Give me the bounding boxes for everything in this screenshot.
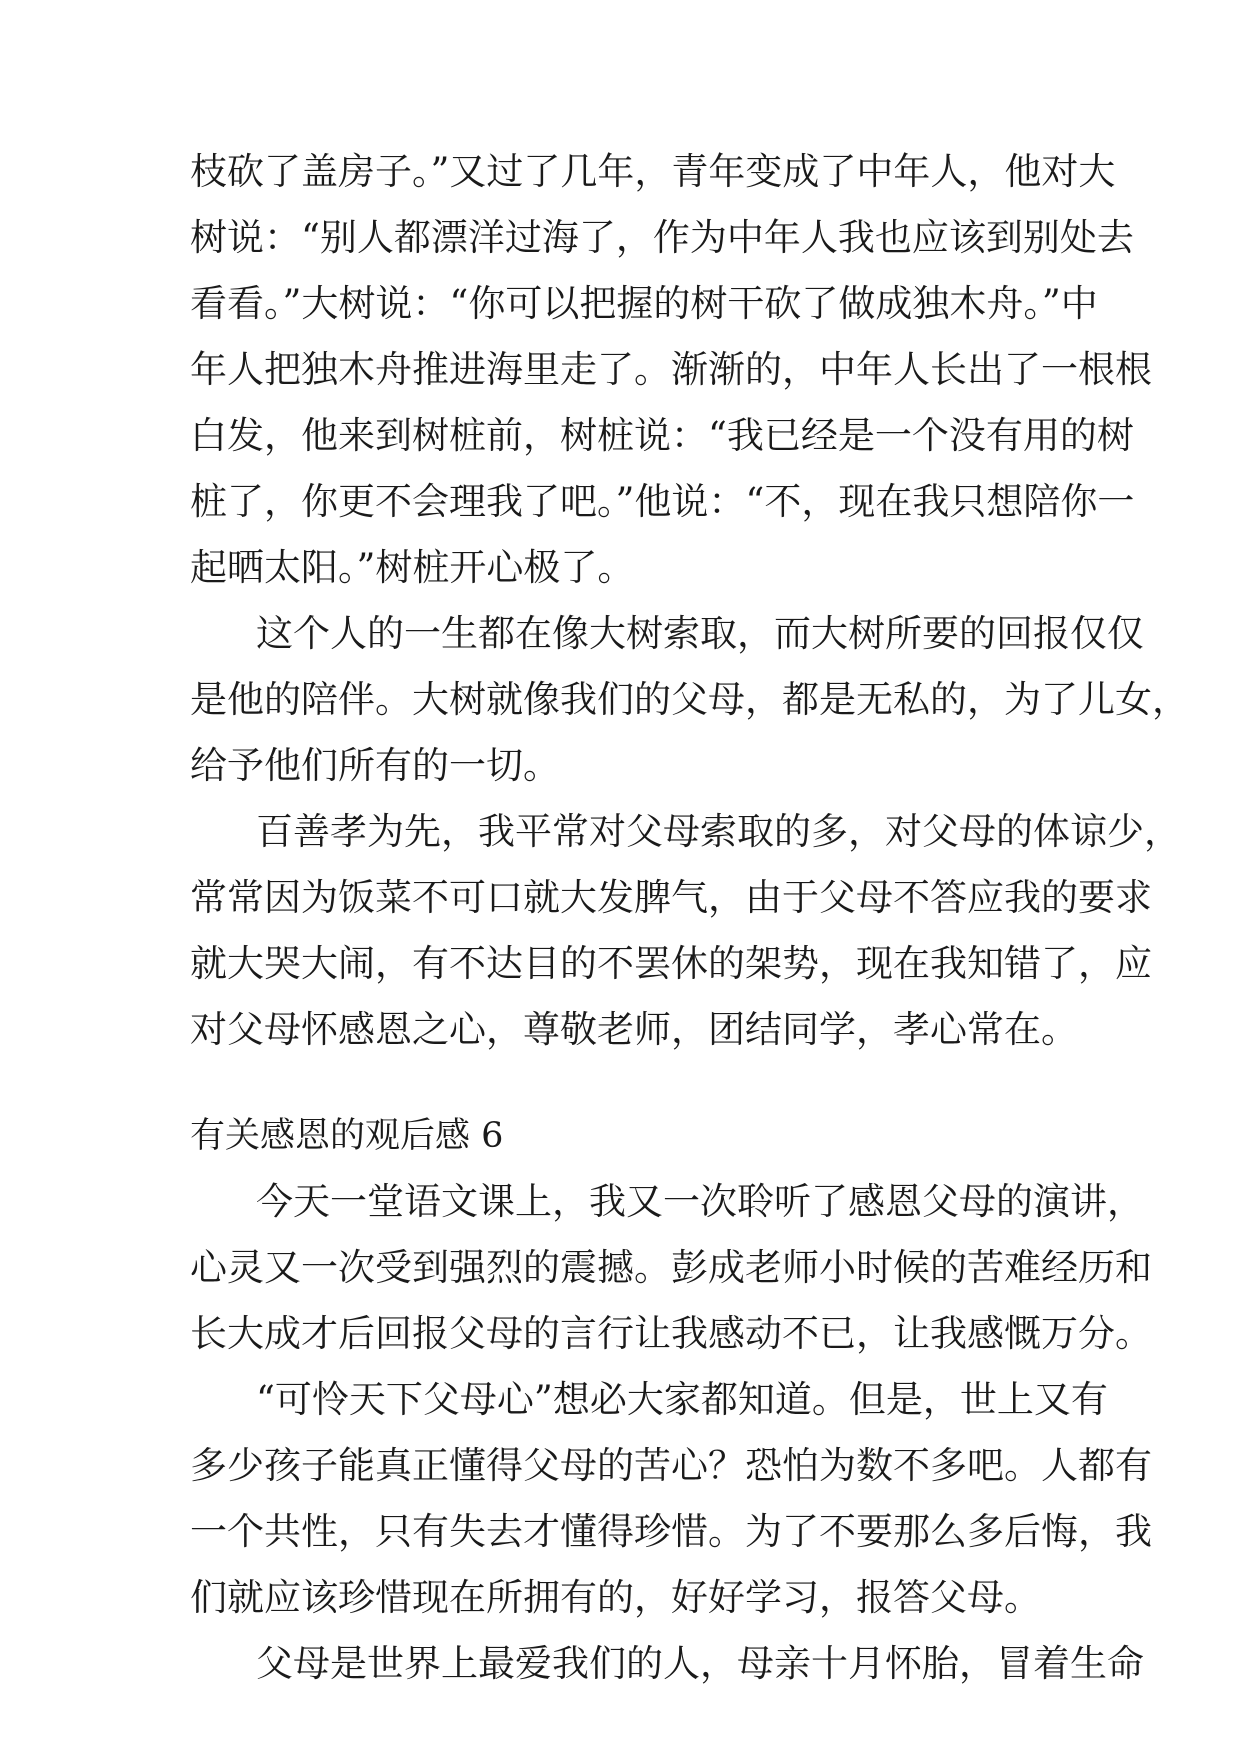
paragraph-line: 今天一堂语文课上，我又一次聆听了感恩父母的演讲， (256, 1180, 1144, 1223)
paragraph-line: 常常因为饭菜不可口就大发脾气，由于父母不答应我的要求 (190, 876, 1152, 919)
paragraph-line: 心灵又一次受到强烈的震撼。彭成老师小时候的苦难经历和 (190, 1246, 1152, 1289)
paragraph-line: 树说：“别人都漂洋过海了，作为中年人我也应该到别处去 (190, 216, 1134, 259)
paragraph-line: 就大哭大闹，有不达目的不罢休的架势，现在我知错了，应 (190, 942, 1152, 985)
paragraph-line: 看看。”大树说：“你可以把握的树干砍了做成独木舟。”中 (190, 282, 1098, 325)
paragraph-line: 给予他们所有的一切。 (190, 744, 560, 787)
paragraph-line: 对父母怀感恩之心，尊敬老师，团结同学，孝心常在。 (190, 1008, 1078, 1051)
paragraph-line: 父母是世界上最爱我们的人，母亲十月怀胎，冒着生命 (256, 1642, 1144, 1685)
paragraph-line: 起晒太阳。”树桩开心极了。 (190, 546, 635, 589)
paragraph-line: 这个人的一生都在像大树索取，而大树所要的回报仅仅 (256, 612, 1144, 655)
section-title: 有关感恩的观后感 6 (190, 1116, 504, 1156)
paragraph-line: 长大成才后回报父母的言行让我感动不已，让我感慨万分。 (190, 1312, 1152, 1355)
paragraph-line: 们就应该珍惜现在所拥有的，好好学习，报答父母。 (190, 1576, 1041, 1619)
paragraph-line: 一个共性，只有失去才懂得珍惜。为了不要那么多后悔，我 (190, 1510, 1152, 1553)
paragraph-line: 是他的陪伴。大树就像我们的父母，都是无私的，为了儿女， (190, 678, 1189, 721)
paragraph-line: 白发，他来到树桩前，树桩说：“我已经是一个没有用的树 (190, 414, 1134, 457)
paragraph-line: 多少孩子能真正懂得父母的苦心？恐怕为数不多吧。人都有 (190, 1444, 1152, 1487)
paragraph-line: 年人把独木舟推进海里走了。渐渐的，中年人长出了一根根 (190, 348, 1152, 391)
paragraph-line: “可怜天下父母心”想必大家都知道。但是，世上又有 (256, 1378, 1108, 1421)
paragraph-line: 百善孝为先，我平常对父母索取的多，对父母的体谅少， (256, 810, 1181, 853)
paragraph-line: 枝砍了盖房子。”又过了几年，青年变成了中年人，他对大 (190, 150, 1116, 193)
paragraph-line: 桩了，你更不会理我了吧。”他说：“不，现在我只想陪你一 (190, 480, 1135, 523)
